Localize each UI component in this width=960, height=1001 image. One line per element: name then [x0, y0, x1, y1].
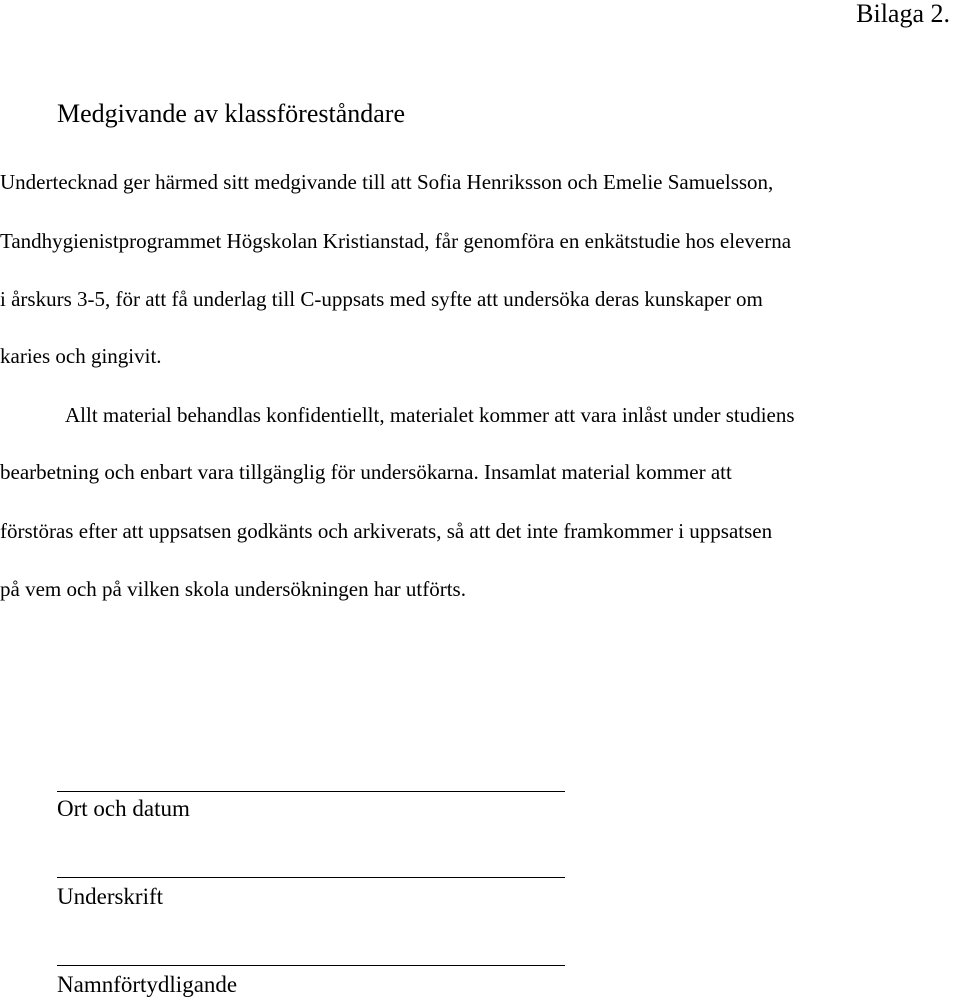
- paragraph-line: på vem och på vilken skola undersökningen har utförts.: [0, 577, 466, 601]
- paragraph-line: i årskurs 3-5, för att få underlag till C-uppsats med syfte att undersöka deras kunskaper om: [0, 287, 763, 311]
- paragraph-line: Allt material behandlas konfidentiellt, materialet kommer att vara inlåst under studiens: [65, 403, 795, 427]
- paragraph-line: förstöras efter att uppsatsen godkänts och arkiverats, så att det inte framkommer i uppsatsen: [0, 519, 773, 543]
- paragraph-line: bearbetning och enbart vara tillgänglig för undersökarna. Insamlat material kommer att: [0, 460, 732, 484]
- paragraph-line: Undertecknad ger härmed sitt medgivande till att Sofia Henriksson och Emelie Samuelsson,: [0, 170, 774, 194]
- paragraph-line: Tandhygienistprogrammet Högskolan Kristianstad, får genomföra en enkätstudie hos eleverna: [0, 229, 792, 253]
- signature-field-label: Underskrift: [57, 884, 164, 909]
- paragraph-line: karies och gingivit.: [0, 344, 162, 368]
- signature-line[interactable]: [57, 877, 565, 878]
- signature-line[interactable]: [57, 791, 565, 792]
- page-label: Bilaga 2.: [856, 0, 950, 28]
- signature-field-label: Namnförtydligande: [57, 972, 238, 997]
- document-title: Medgivande av klassföreståndare: [57, 99, 405, 128]
- signature-field-label: Ort och datum: [57, 796, 190, 821]
- signature-line[interactable]: [57, 965, 565, 966]
